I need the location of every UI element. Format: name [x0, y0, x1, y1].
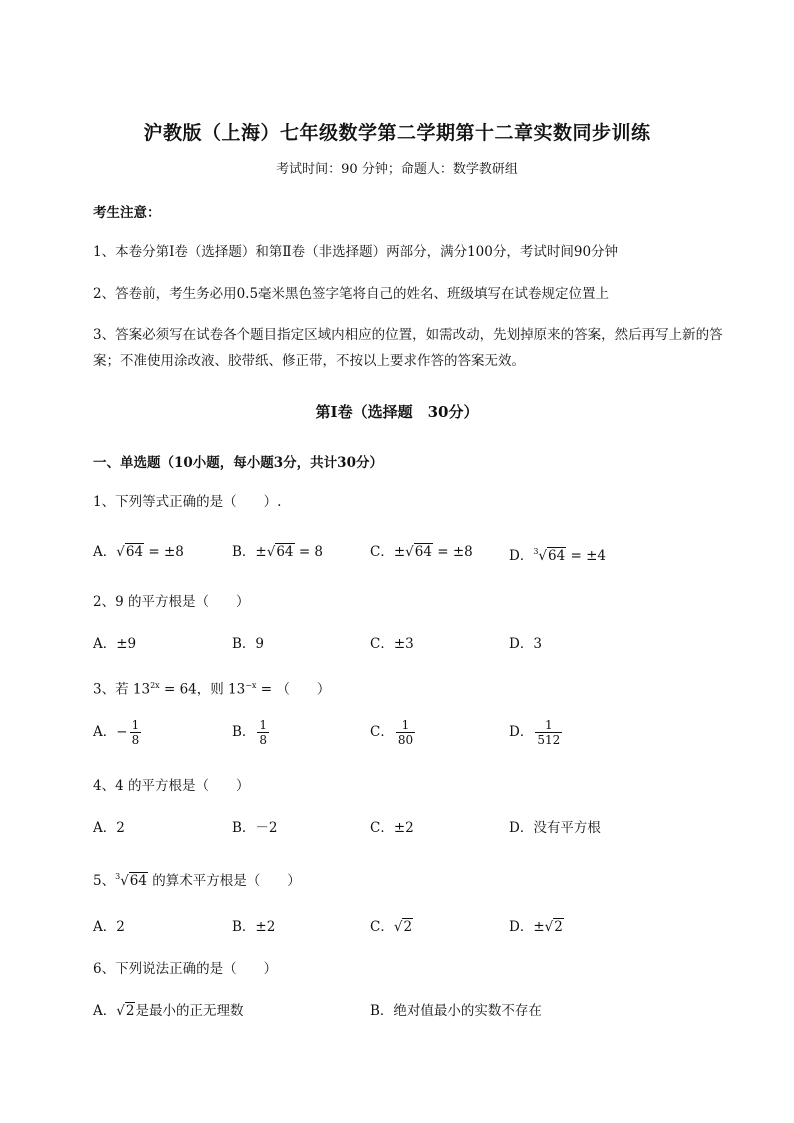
option-a: A．±9: [93, 636, 137, 652]
notice-item: 1、本卷分第Ⅰ卷（选择题）和第Ⅱ卷（非选择题）两部分，满分100分，考试时间90分钟: [93, 244, 619, 260]
option-d: D．$^3$√64 = ±4: [509, 547, 607, 564]
question-stem: 2、9 的平方根是（ ）: [93, 594, 250, 610]
option-d: D． $\frac{1}{512}$: [509, 718, 561, 747]
option-a: A．√2是最小的正无理数: [93, 1003, 244, 1019]
option-d: D．3: [509, 636, 542, 652]
question-stem: 5、$^3$√64 的算术平方根是（ ）: [93, 872, 301, 889]
question-stem: 4、4 的平方根是（ ）: [93, 778, 250, 794]
option-b: B．9: [232, 636, 265, 652]
question-stem: 1、下列等式正确的是（ ）.: [93, 494, 282, 510]
option-b: B．绝对值最小的实数不存在: [370, 1003, 542, 1019]
option-c: C．±√64 = ±8: [370, 544, 473, 560]
fraction: $\frac{1}{512}$: [537, 718, 561, 747]
option-b: B．±2: [232, 919, 276, 935]
option-b: B． $\frac{1}{8}$: [232, 718, 268, 747]
option-b: B．－2: [232, 820, 278, 836]
exam-info: 考试时间：90 分钟；命题人：数学教研组: [276, 162, 518, 177]
option-a: A．√64 = ±8: [93, 544, 184, 560]
notice-item: 3、答案必须写在试卷各个题目指定区域内相应的位置，如需改动，先划掉原来的答案，然后再写上新的答案；不准使用涂改液、胶带纸、修正带，不按以上要求作答的答案无效。: [93, 327, 723, 369]
option-c: C．±3: [370, 636, 414, 652]
option-c: C．√2: [370, 919, 413, 935]
notice-heading: 考生注意：: [93, 205, 161, 221]
option-c: C． $\frac{1}{80}$: [370, 718, 414, 747]
fraction: $\frac{1}{80}$: [397, 718, 414, 747]
option-a: A．− $\frac{1}{8}$: [93, 718, 140, 747]
option-c: C．±2: [370, 820, 414, 836]
part-title: 一、单选题（10小题，每小题3分，共计30分）: [93, 455, 383, 471]
section-title: 第Ⅰ卷（选择题 30分）: [315, 403, 479, 421]
fraction: $\frac{1}{8}$: [259, 718, 268, 747]
option-a: A．2: [93, 919, 125, 935]
option-b: B．±√64 = 8: [232, 544, 324, 560]
option-d: D．没有平方根: [509, 820, 601, 836]
notice-item: 2、答卷前，考生务必用0.5毫米黑色签字笔将自己的姓名、班级填写在试卷规定位置上: [93, 286, 610, 302]
question-stem: 3、若 $13^{2x} = 64$，则 $13^{-x}$ = （ ）: [93, 681, 331, 698]
fraction: $\frac{1}{8}$: [131, 718, 140, 747]
page-title: 沪教版（上海）七年级数学第二学期第十二章实数同步训练: [143, 122, 651, 144]
question-stem: 6、下列说法正确的是（ ）: [93, 961, 278, 977]
option-a: A．2: [93, 820, 125, 836]
option-d: D．±√2: [509, 919, 563, 935]
